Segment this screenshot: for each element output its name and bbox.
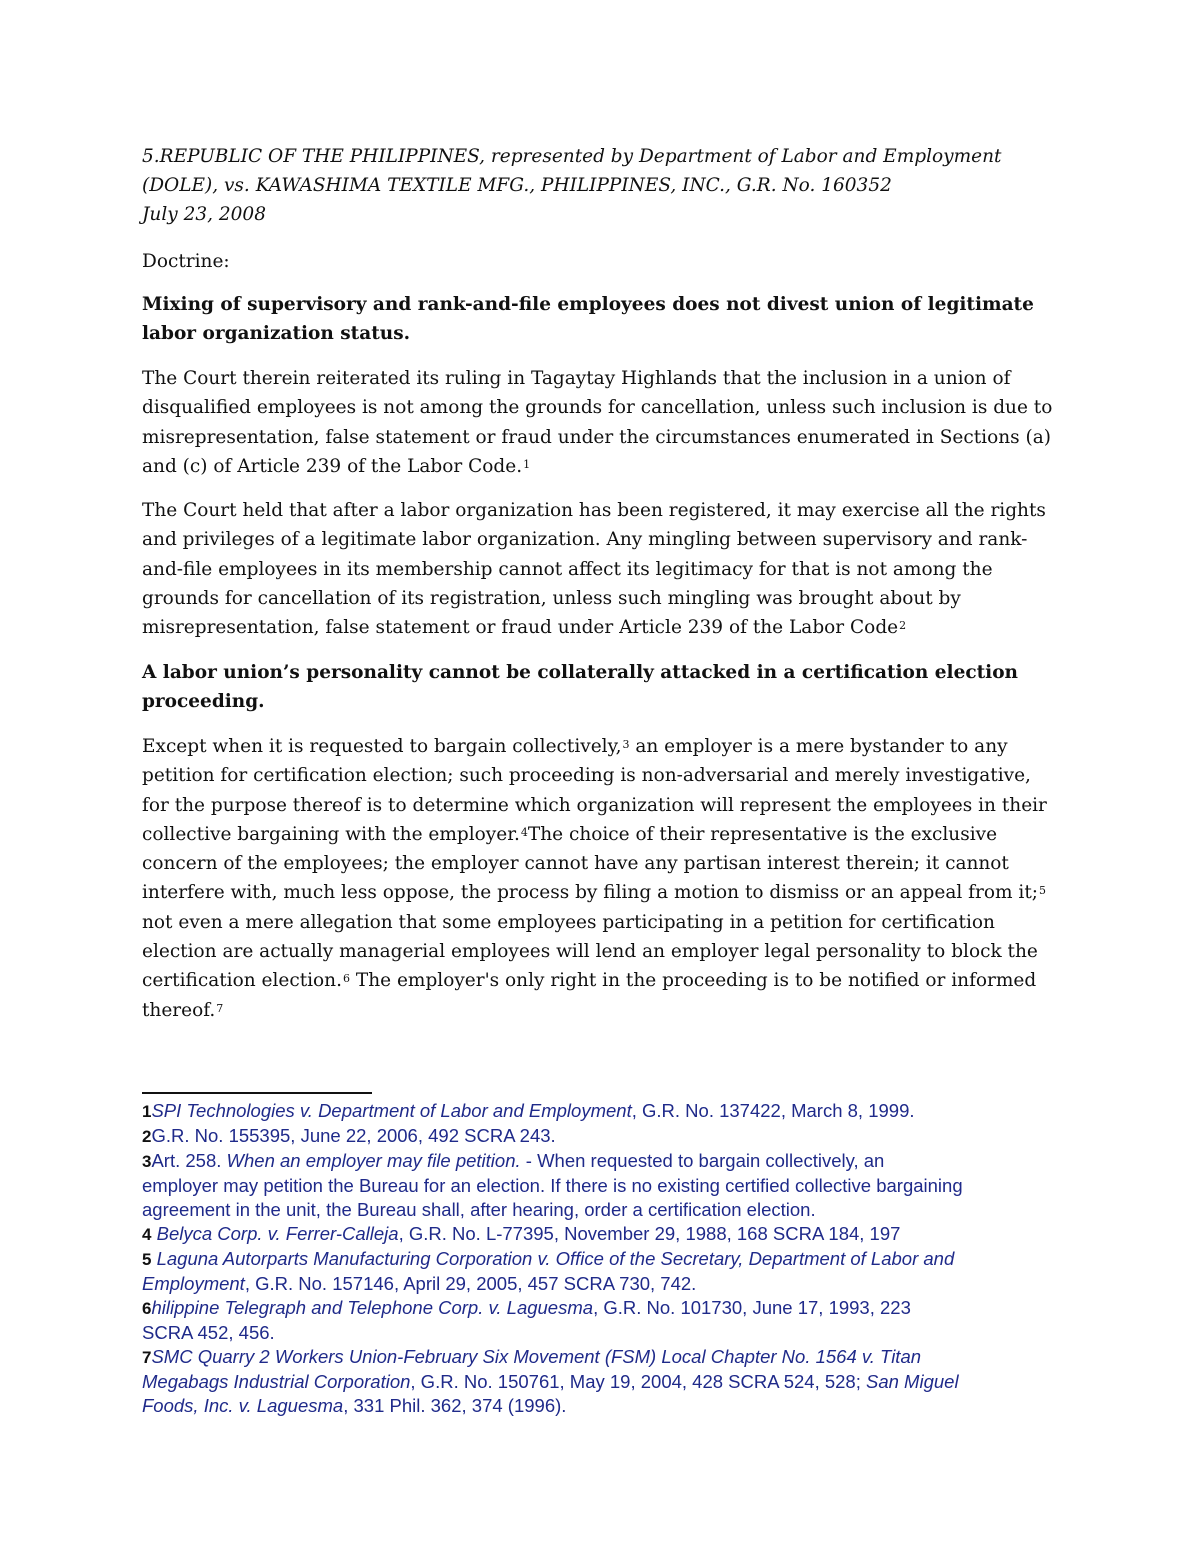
footnote-case-name-cont[interactable]: Employment	[142, 1273, 245, 1294]
paragraph-2-line-3: and-file employees in its membership cannot affect its legitimacy for that is not among the	[142, 558, 993, 580]
footnote-text-line-3: agreement in the unit, the Bureau shall, after hearing, order a certification election.	[142, 1199, 816, 1220]
footnote-2	[142, 1124, 1062, 1149]
footnote-ref-1[interactable]: 1	[523, 457, 531, 471]
footnote-case-name[interactable]: Laguna Autorparts Manufacturing Corporation v. Office of the Secretary, Department of Labor and	[156, 1248, 955, 1269]
footnotes	[142, 1099, 1062, 1418]
paragraph-3-line-1a: Except when it is requested to bargain collectively,	[142, 736, 622, 757]
paragraph-1-line-3: misrepresentation, false statement or fraud under the circumstances enumerated in Sections (a)	[142, 426, 1051, 448]
paragraph-2-line-4: grounds for cancellation of its registration, unless such mingling was brought about by	[142, 587, 961, 609]
paragraph-3-line-9b: The employer's only right in the proceeding is to be notified or informed	[349, 970, 1037, 992]
footnote-number: 7	[142, 1348, 152, 1367]
footnote-6	[142, 1296, 1062, 1345]
paragraph-3-line-10	[142, 996, 1062, 1025]
paragraph-2-line-5-text: misrepresentation, false statement or fraud under Article 239 of the Labor Code	[142, 617, 899, 639]
footnote-citation: , G.R. No. 137422, March 8, 1999.	[631, 1100, 915, 1121]
paragraph-3-line-3: for the purpose thereof is to determine which organization will represent the employees in their	[142, 794, 1047, 816]
footnote-4	[142, 1222, 1062, 1247]
footnote-article: Art. 258.	[151, 1150, 227, 1171]
paragraph-3-line-8: election are actually managerial employees will lend an employer legal personality to block the	[142, 941, 1038, 963]
doctrine-heading-1-line-2: labor organization status.	[142, 323, 411, 344]
footnote-text: - When requested to bargain collectively, an	[520, 1150, 885, 1171]
footnote-ref-5[interactable]: 5	[1039, 884, 1046, 898]
doctrine-label: Doctrine:	[142, 251, 230, 272]
paragraph-3-line-1	[142, 732, 1062, 761]
footnote-3	[142, 1149, 1062, 1222]
paragraph-2-line-2: and privileges of a legitimate labor organization. Any mingling between supervisory and rank-	[142, 529, 1028, 551]
footnote-number: 5	[142, 1250, 152, 1269]
footnote-number: 3	[142, 1152, 152, 1171]
paragraph-3-line-6a: interfere with, much less oppose, the process by filing a motion to dismiss or an appeal from it;	[142, 882, 1038, 904]
footnote-5	[142, 1247, 1062, 1296]
footnote-number: 4	[142, 1225, 152, 1244]
paragraph-3-line-4a: collective bargaining with the employer.	[142, 823, 520, 845]
paragraph-3-line-5: concern of the employees; the employer cannot have any partisan interest therein; it cannot	[142, 853, 1009, 875]
footnote-number: 2	[142, 1127, 152, 1146]
footnote-citation: , G.R. No. L-77395, November 29, 1988, 168 SCRA 184, 197	[398, 1223, 901, 1244]
paragraph-3-line-2: petition for certification election; such proceeding is non-adversarial and merely investigative,	[142, 765, 1031, 787]
paragraph-1-line-4	[142, 452, 1062, 481]
doctrine-heading-2	[142, 658, 1062, 716]
case-title-line-2: (DOLE), vs. KAWASHIMA TEXTILE MFG., PHILIPPINES, INC., G.R. No. 160352	[142, 175, 892, 196]
footnote-7	[142, 1345, 1062, 1418]
paragraph-1	[142, 364, 1062, 481]
footnote-ref-2[interactable]: 2	[899, 619, 907, 633]
doctrine-heading-2-line-1: A labor union’s personality cannot be collaterally attacked in a certification election	[142, 662, 1018, 683]
paragraph-1-line-4-text: and (c) of Article 239 of the Labor Code.	[142, 455, 523, 477]
footnote-case-name-cont[interactable]: Megabags Industrial Corporation	[142, 1371, 411, 1392]
paragraph-3-line-7: not even a mere allegation that some employees participating in a petition for certification	[142, 911, 995, 933]
footnote-separator	[142, 1092, 372, 1094]
footnote-citation-cont: SCRA 452, 456.	[142, 1322, 275, 1343]
footnote-citation: , G.R. No. 101730, June 17, 1993, 223	[593, 1297, 911, 1318]
doctrine-heading-1	[142, 290, 1062, 348]
case-date: July 23, 2008	[142, 204, 266, 225]
paragraph-1-line-2: disqualified employees is not among the grounds for cancellation, unless such inclusion is due to	[142, 397, 1053, 419]
footnote-number: 1	[142, 1102, 152, 1121]
footnote-case-name[interactable]: hilippine Telegraph and Telephone Corp. v. Laguesma	[151, 1297, 594, 1318]
footnote-citation: G.R. No. 155395, June 22, 2006, 492 SCRA 243.	[151, 1125, 556, 1146]
footnote-1	[142, 1099, 1062, 1124]
footnote-case-name[interactable]: SMC Quarry 2 Workers Union-February Six Movement (FSM) Local Chapter No. 1564 v. Titan	[151, 1346, 922, 1367]
footnote-second-case-name[interactable]: San Miguel	[866, 1371, 959, 1392]
paragraph-3-line-9a: certification election.	[142, 970, 342, 992]
footnote-second-citation: , 331 Phil. 362, 374 (1996).	[343, 1395, 567, 1416]
paragraph-3-line-4b: The choice of their representative is the exclusive	[527, 823, 998, 845]
paragraph-2	[142, 496, 1062, 642]
footnote-citation: , G.R. No. 157146, April 29, 2005, 457 SCRA 730, 742.	[244, 1273, 697, 1294]
footnote-text-line-2: employer may petition the Bureau for an election. If there is no existing certified collective bargaining	[142, 1175, 963, 1196]
paragraph-1-line-1: The Court therein reiterated its ruling in Tagaytay Highlands that the inclusion in a union of	[142, 368, 1011, 389]
footnote-number: 6	[142, 1299, 152, 1318]
paragraph-2-line-1: The Court held that after a labor organization has been registered, it may exercise all the rights	[142, 500, 1046, 521]
paragraph-3-line-1b: an employer is a mere bystander to any	[629, 736, 1008, 757]
paragraph-3-line-9	[142, 966, 1062, 995]
paragraph-3-line-4	[142, 820, 1062, 849]
paragraph-3-line-6	[142, 878, 1062, 907]
footnote-case-name[interactable]: SPI Technologies v. Department of Labor and Employment	[151, 1100, 632, 1121]
paragraph-3-line-10a: thereof.	[142, 999, 216, 1021]
footnote-case-name[interactable]: Belyca Corp. v. Ferrer-Calleja	[156, 1223, 399, 1244]
footnote-ref-7[interactable]: 7	[216, 1001, 224, 1015]
footnote-ref-6[interactable]: 6	[342, 972, 350, 986]
paragraph-2-line-5	[142, 613, 1062, 642]
footnote-ref-4[interactable]: 4	[520, 825, 528, 839]
footnote-article-title: When an employer may file petition.	[226, 1150, 521, 1171]
doctrine-heading-1-line-1: Mixing of supervisory and rank-and-file employees does not divest union of legitimate	[142, 294, 1034, 315]
case-title	[142, 142, 1062, 229]
footnote-ref-3[interactable]: 3	[622, 738, 630, 751]
footnote-second-case-name-cont[interactable]: Foods, Inc. v. Laguesma	[142, 1395, 344, 1416]
doctrine-heading-2-line-2: proceeding.	[142, 691, 265, 712]
case-title-line-1: 5.REPUBLIC OF THE PHILIPPINES, represented by Department of Labor and Employment	[142, 146, 1002, 167]
footnote-citation: , G.R. No. 150761, May 19, 2004, 428 SCRA 524, 528;	[410, 1371, 866, 1392]
paragraph-3	[142, 732, 1062, 1025]
